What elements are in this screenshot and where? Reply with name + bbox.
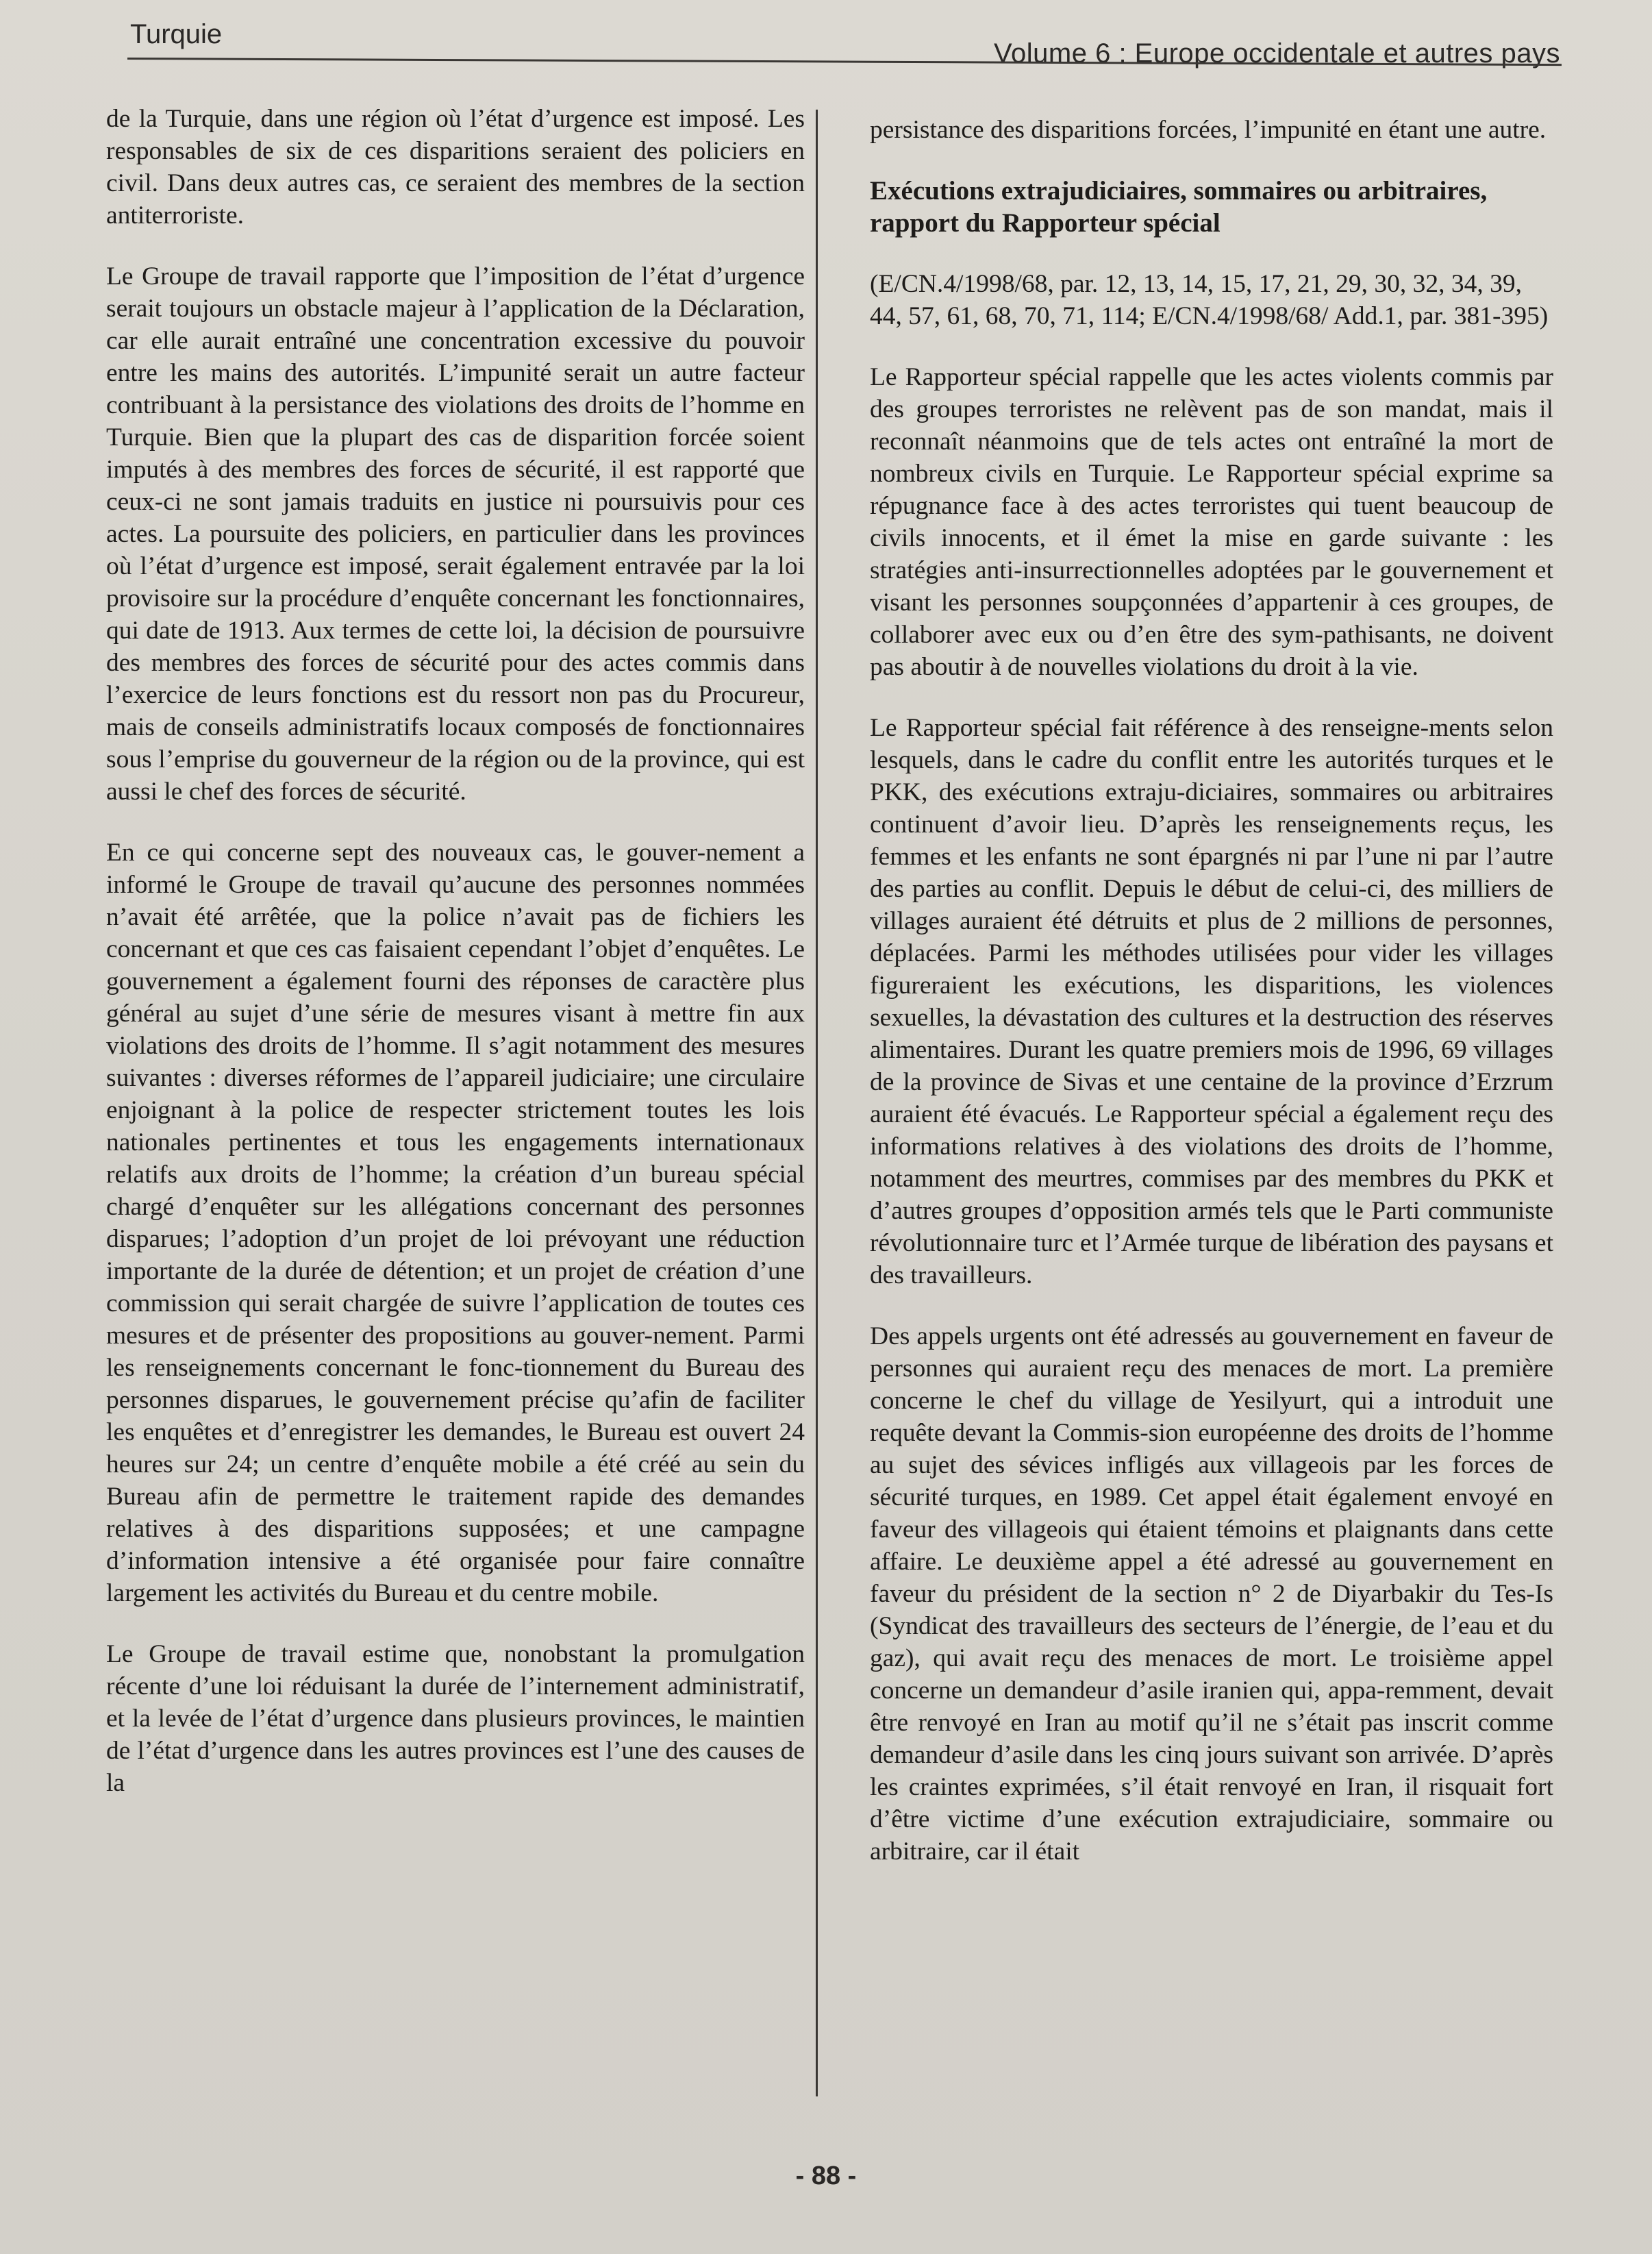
left-paragraph-4: Le Groupe de travail estime que, nonobstant la promulgation récente d’une loi réduisant la durée de l’internement administratif, et la levée de l’état d’urgence dans plusieurs provinces, le maintien de l’état d’urgence dans les autres provinces est l’une des causes de la [106, 1640, 805, 1797]
right-column [870, 114, 1553, 1868]
left-paragraph-1: de la Turquie, dans une région où l’état d’urgence est imposé. Les responsables de six de ces disparitions seraient des policiers en civil. Dans deux autres cas, ce seraient des membres de la section antiterroriste. [106, 105, 805, 230]
left-paragraph-2: Le Groupe de travail rapporte que l’imposition de l’état d’urgence serait toujours un obstacle majeur à l’application de la Déclaration, car elle aurait entraîné une concentration excessive du pouvoir entre les mains des autorités. L’impunité serait un autre facteur contribuant à la persistance des violations des droits de l’homme en Turquie. Bien que la plupart des cas de disparition forcée soient imputés à des membres des forces de sécurité, il est rapporté que ceux-ci ne sont jamais traduits en justice ni poursuivis pour ces actes. La poursuite des policiers, en particulier dans les provinces où l’état d’urgence est imposé, serait également entravée par la loi provisoire sur la procédure d’enquête concernant les fonctionnaires, qui date de 1913. Aux termes de cette loi, la décision de poursuivre des membres des forces de sécurité pour des actes commis dans l’exercice de leurs fonctions est du ressort non pas du Procureur, mais de conseils administratifs locaux composés de fonctionnaires sous l’emprise du gouverneur de la région ou de la province, qui est aussi le chef des forces de sécurité. [106, 262, 805, 806]
section-heading: Exécutions extrajudiciaires, sommaires ou arbitraires, rapport du Rapporteur spécial [870, 176, 1488, 238]
right-paragraph-4: Des appels urgents ont été adressés au gouvernement en faveur de personnes qui auraient reçu des menaces de mort. La première concerne le chef du village de Yesilyurt, qui a introduit une requête devant la Commis-sion européenne des droits de l’homme au sujet des sévices infligés aux villageois par les forces de sécurité turques, en 1989. Cet appel était également envoyé en faveur des villageois qui étaient témoins et plaignants dans cette affaire. Le deuxième appel a été adressé au gouvernement en faveur du président de la section n° 2 de Diyarbakir du Tes-Is (Syndicat des travailleurs des secteurs de l’énergie, de l’eau et du gaz), qui avait reçu des menaces de mort. Le troisième appel concerne un demandeur d’asile iranien qui, appa-remment, devait être renvoyé en Iran au motif qu’il ne s’était pas inscrit comme demandeur d’asile dans les cinq jours suivant son arrivée. D’après les craintes exprimées, s’il était renvoyé en Iran, il risquait fort d’être victime d’une exécution extrajudiciaire, sommaire ou arbitraire, car il était [870, 1322, 1553, 1866]
section-reference: (E/CN.4/1998/68, par. 12, 13, 14, 15, 17, 21, 29, 30, 32, 34, 39, 44, 57, 61, 68, 70, 71, 114; E/CN.4/1998/68/ Add.1, par. 381-395) [870, 270, 1549, 330]
left-column [106, 103, 805, 1799]
right-paragraph-2: Le Rapporteur spécial rappelle que les actes violents commis par des groupes terroristes ne relèvent pas de son mandat, mais il reconnaît néanmoins que de tels actes ont entraîné la mort de nombreux civils en Turquie. Le Rapporteur spécial exprime sa répugnance face à des actes terroristes qui tuent beaucoup de civils innocents, et il émet la mise en garde suivante : les stratégies anti-insurrectionnelles adoptées par le gouvernement et visant les personnes soupçonnées d’appartenir à ces groupes, de collaborer avec eux ou d’en être des sym-pathisants, ne doivent pas aboutir à de nouvelles violations du droit à la vie. [870, 363, 1553, 681]
column-divider [816, 110, 818, 2096]
running-header-volume: Volume 6 : Europe occidentale et autres pays [994, 38, 1560, 69]
right-paragraph-3: Le Rapporteur spécial fait référence à des renseigne-ments selon lesquels, dans le cadre du conflit entre les autorités turques et le PKK, des exécutions extraju-diciaires, sommaires ou arbitraires continuent d’avoir lieu. D’après les renseignements reçus, les femmes et les enfants ne sont épargnés ni par l’une ni par l’autre des parties au conflit. Depuis le début de celui-ci, des milliers de villages auraient été détruits et plus de 2 millions de personnes, déplacées. Parmi les méthodes utilisées pour vider les villages figureraient les exécutions, les disparitions, les violences sexuelles, la dévastation des cultures et la destruction des réserves alimentaires. Durant les quatre premiers mois de 1996, 69 villages de la province de Sivas et une centaine de la province d’Erzrum auraient été évacués. Le Rapporteur spécial a également reçu des informations relatives à des violations des droits de l’homme, notamment des meurtres, commises par des membres du PKK et d’autres groupes d’opposition armés tels que le Parti communiste révolutionnaire turc et l’Armée turque de libération des paysans et des travailleurs. [870, 714, 1553, 1289]
page-number: - 88 - [795, 2162, 857, 2190]
left-paragraph-3: En ce qui concerne sept des nouveaux cas, le gouver-nement a informé le Groupe de travail qu’aucune des personnes nommées n’avait été arrêtée, que la police n’avait pas de fichiers les concernant et que ces cas faisaient cependant l’objet d’enquêtes. Le gouvernement a également fourni des réponses de caractère plus général au sujet d’une série de mesures visant à mettre fin aux violations des droits de l’homme. Il s’agit notamment des mesures suivantes : diverses réformes de l’appareil judiciaire; une circulaire enjoignant à la police de respecter strictement toutes les lois nationales pertinentes et tous les engagements internationaux relatifs aux droits de l’homme; la création d’un bureau spécial chargé d’enquêter sur les allégations concernant des personnes disparues; l’adoption d’un projet de loi prévoyant une réduction importante de la durée de détention; et un projet de création d’une commission qui serait chargée de suivre l’application de toutes ces mesures et de présenter des propositions au gouver-nement. Parmi les renseignements concernant le fonc-tionnement du Bureau des personnes disparues, le gouvernement précise qu’afin de faciliter les enquêtes et d’enregistrer les demandes, le Bureau est ouvert 24 heures sur 24; un centre d’enquête mobile a été créé au sein du Bureau afin de permettre le traitement rapide des demandes relatives à des disparitions supposées; et une campagne d’information intensive a été organisée pour faire connaître largement les activités du Bureau et du centre mobile. [106, 839, 805, 1607]
running-header-country: Turquie [130, 19, 223, 49]
right-paragraph-1: persistance des disparitions forcées, l’impunité en étant une autre. [870, 116, 1547, 144]
